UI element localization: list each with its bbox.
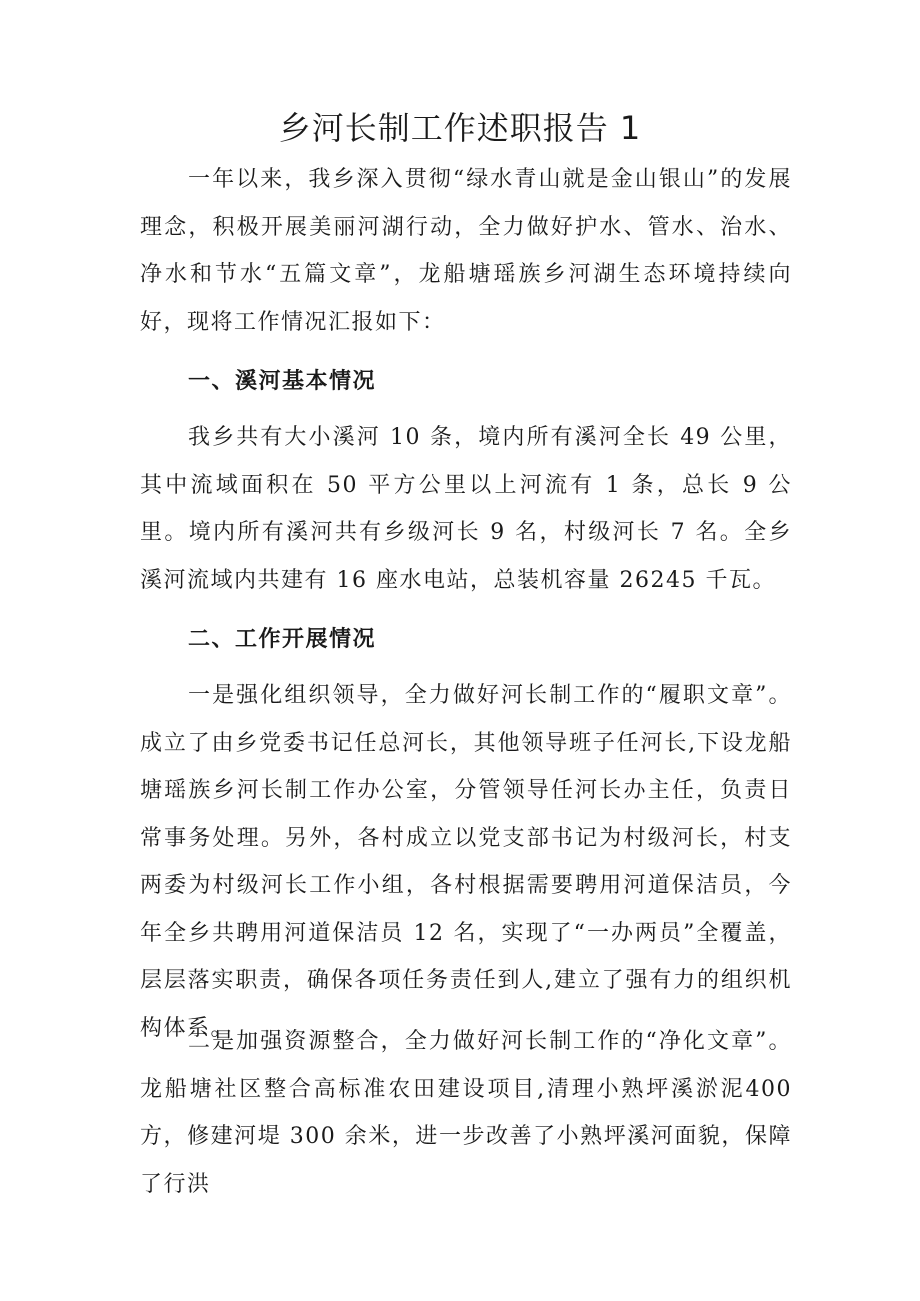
document-title: 乡河长制工作述职报告 1	[278, 109, 642, 147]
work-progress-paragraph-2: 二是加强资源整合，全力做好河长制工作的“净化文章”。龙船塘社区整合高标准农田建设项目,清理小熟坪溪淤泥400方，修建河堤 300 余米，进一步改善了小熟坪溪河面貌，保障了行洪	[140, 1029, 792, 1197]
intro-paragraph: 一年以来，我乡深入贯彻“绿水青山就是金山银山”的发展理念，积极开展美丽河湖行动，全力做好护水、管水、治水、净水和节水“五篇文章”，龙船塘瑶族乡河湖生态环境持续向好，现将工作情况汇报如下：	[140, 167, 792, 335]
section-heading-basic-situation: 一、溪河基本情况	[188, 368, 377, 394]
basic-situation-paragraph: 我乡共有大小溪河 10 条，境内所有溪河全长 49 公里，其中流域面积在 50 平方公里以上河流有 1 条，总长 9 公里。境内所有溪河共有乡级河长 9 名，村级河长 7 名。全乡溪河流域内共建有 16 座水电站，总装机容量 26245 千瓦。	[140, 425, 792, 593]
work-progress-paragraph-1: 一是强化组织领导，全力做好河长制工作的“履职文章”。成立了由乡党委书记任总河长，其他领导班子任河长,下设龙船塘瑶族乡河长制工作办公室，分管领导任河长办主任，负责日常事务处理。另外，各村成立以党支部书记为村级河长，村支两委为村级河长工作小组，各村根据需要聘用河道保洁员，今年全乡共聘用河道保洁员 12 名，实现了“一办两员”全覆盖，层层落实职责，确保各项任务责任到人,建立了强有力的组织机构体系。	[140, 683, 792, 1041]
section-heading-work-progress: 二、工作开展情况	[188, 626, 377, 652]
